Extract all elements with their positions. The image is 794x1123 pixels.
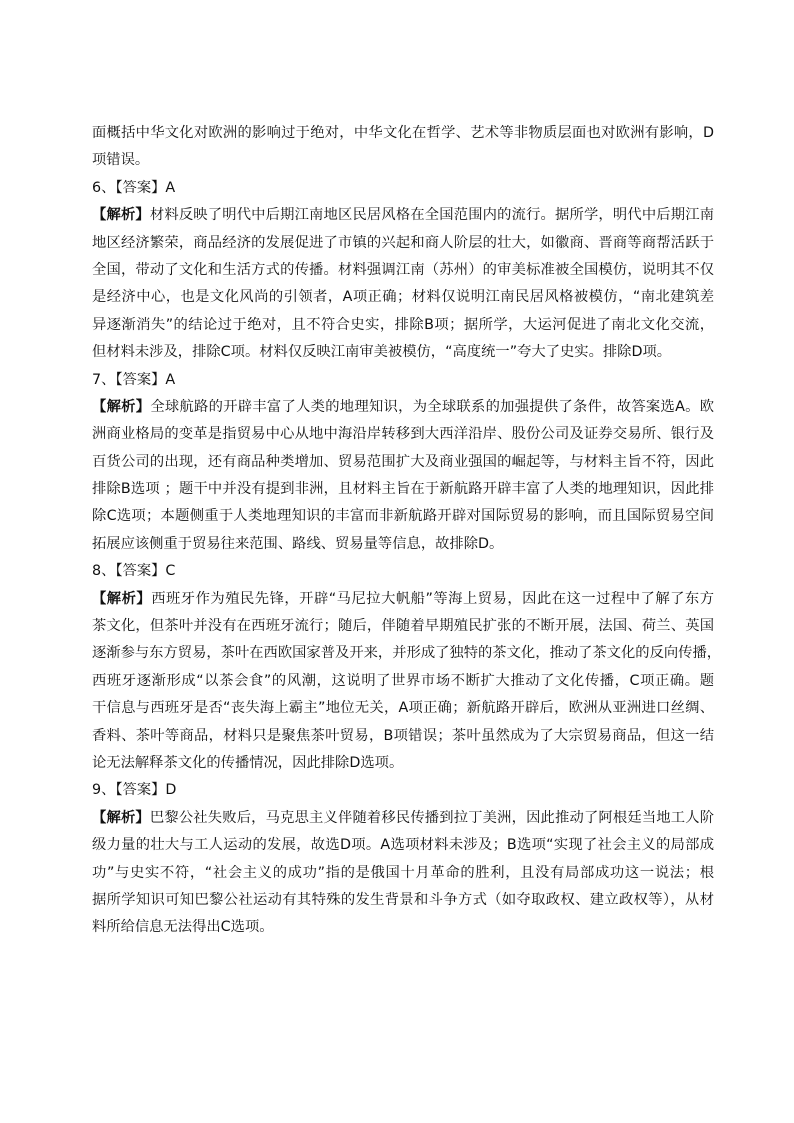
answer-line bbox=[92, 175, 714, 202]
paragraph-text: 香料、茶叶等商品，材料只是聚焦茶叶贸易，B项错误；茶叶虽然成为了大宗贸易商品，但这一结 bbox=[92, 727, 714, 744]
paragraph-text: 西班牙逐渐形成“以茶会食”的风潮，这说明了世界市场不断扩大推动了文化传播，C项正确。题 bbox=[92, 672, 714, 689]
analysis-label: 【解析】 bbox=[92, 207, 150, 224]
text-line bbox=[92, 668, 714, 695]
text-line bbox=[92, 914, 714, 941]
text-line bbox=[92, 531, 714, 558]
text-line bbox=[92, 449, 714, 476]
paragraph-text: 百货公司的出现，还有商品种类增加、贸易范围扩大及商业强国的崛起等，与材料主旨不符，因此 bbox=[92, 453, 714, 470]
text-line bbox=[92, 339, 714, 366]
analysis-label: 【解析】 bbox=[92, 809, 150, 826]
text-line bbox=[92, 312, 714, 339]
answer-label: 8、【答案】C bbox=[92, 563, 176, 580]
paragraph-text: 排除B选项 ；题干中并没有提到非洲，且材料主旨在于新航路开辟丰富了人类的地理知识，因此排 bbox=[92, 481, 714, 498]
analysis-line bbox=[92, 202, 714, 229]
text-line bbox=[92, 421, 714, 448]
paragraph-text: 巴黎公社失败后，马克思主义伴随着移民传播到拉丁美洲，因此推动了阿根廷当地工人阶 bbox=[149, 809, 715, 826]
text-line bbox=[92, 120, 714, 147]
paragraph-text: 全国，带动了文化和生活方式的传播。材料强调江南（苏州）的审美标准被全国模仿，说明其不仅 bbox=[92, 261, 714, 278]
answer-line bbox=[92, 367, 714, 394]
text-line bbox=[92, 257, 714, 284]
answer-explanation-page bbox=[92, 120, 722, 942]
text-line bbox=[92, 723, 714, 750]
answer-label: 9、【答案】D bbox=[92, 782, 177, 799]
paragraph-text: 功”与史实不符，“社会主义的成功”指的是俄国十月革命的胜利，且没有局部成功这一说法；根 bbox=[92, 864, 714, 881]
paragraph-text: 面概括中华文化对欧洲的影响过于绝对，中华文化在哲学、艺术等非物质层面也对欧洲有影响，D bbox=[92, 125, 714, 141]
paragraph-text: 但材料未涉及，排除C项。材料仅反映江南审美被模仿，“高度统一”夸大了史实。排除D项。 bbox=[92, 344, 672, 361]
paragraph-text: 论无法解释茶文化的传播情况，因此排除D选项。 bbox=[92, 754, 404, 771]
paragraph-text: 材料反映了明代中后期江南地区民居风格在全国范围内的流行。据所学，明代中后期江南 bbox=[149, 207, 715, 224]
text-line bbox=[92, 284, 714, 311]
paragraph-text: 拓展应该侧重于贸易往来范围、路线、贸易量等信息，故排除D。 bbox=[92, 535, 504, 552]
paragraph-text: 是经济中心，也是文化风尚的引领者，A项正确；材料仅说明江南民居风格被模仿，“南北建筑差 bbox=[92, 289, 714, 306]
text-line bbox=[92, 640, 722, 667]
paragraph-text: 项错误。 bbox=[92, 152, 150, 169]
paragraph-text: 异逐渐消失”的结论过于绝对，且不符合史实，排除B项；据所学，大运河促进了南北文化交流， bbox=[92, 316, 714, 333]
text-line bbox=[92, 613, 714, 640]
paragraph-text: 茶文化，但茶叶并没有在西班牙流行；随后，伴随着早期殖民扩张的不断开展，法国、荷兰、英国 bbox=[92, 618, 714, 635]
answer-label: 7、【答案】A bbox=[92, 371, 176, 388]
text-line bbox=[92, 230, 714, 257]
paragraph-text: 洲商业格局的变革是指贸易中心从地中海沿岸转移到大西洋沿岸、股份公司及证券交易所、银行及 bbox=[92, 426, 714, 443]
paragraph-text: 地区经济繁荣，商品经济的发展促进了市镇的兴起和商人阶层的壮大，如徽商、晋商等商帮活跃于 bbox=[92, 234, 714, 251]
analysis-label: 【解析】 bbox=[92, 590, 152, 607]
answer-label: 6、【答案】A bbox=[92, 179, 176, 196]
answer-line bbox=[92, 558, 714, 585]
paragraph-text: 全球航路的开辟丰富了人类的地理知识，为全球联系的加强提供了条件，故答案选A。欧 bbox=[150, 398, 715, 415]
paragraph-text: 逐渐参与东方贸易，茶叶在西欧国家普及开来，并形成了独特的茶文化，推动了茶文化的反向传播， bbox=[92, 645, 722, 662]
analysis-label: 【解析】 bbox=[92, 398, 151, 415]
text-line bbox=[92, 750, 714, 777]
text-line bbox=[92, 503, 714, 530]
text-line bbox=[92, 476, 714, 503]
paragraph-text: 料所给信息无法得出C选项。 bbox=[92, 919, 274, 936]
text-line bbox=[92, 832, 714, 859]
paragraph-text: 级力量的壮大与工人运动的发展，故选D项。A选项材料未涉及；B选项“实现了社会主义的局部成 bbox=[92, 837, 714, 854]
analysis-line bbox=[92, 805, 714, 832]
paragraph-text: 据所学知识可知巴黎公社运动有其特殊的发生背景和斗争方式（如夺取政权、建立政权等），从材 bbox=[92, 891, 714, 908]
text-line bbox=[92, 695, 714, 722]
paragraph-text: 除C选项；本题侧重于人类地理知识的丰富而非新航路开辟对国际贸易的影响，而且国际贸易空间 bbox=[92, 508, 714, 525]
answer-line bbox=[92, 777, 714, 804]
text-line bbox=[92, 147, 714, 174]
text-line bbox=[92, 860, 714, 887]
paragraph-text: 西班牙作为殖民先锋，开辟“马尼拉大帆船”等海上贸易，因此在这一过程中了解了东方 bbox=[151, 590, 715, 607]
text-line bbox=[92, 887, 714, 914]
analysis-line bbox=[92, 586, 714, 613]
paragraph-text: 干信息与西班牙是否“丧失海上霸主”地位无关，A项正确；新航路开辟后，欧洲从亚洲进口丝绸、 bbox=[92, 700, 714, 717]
analysis-line bbox=[92, 394, 714, 421]
